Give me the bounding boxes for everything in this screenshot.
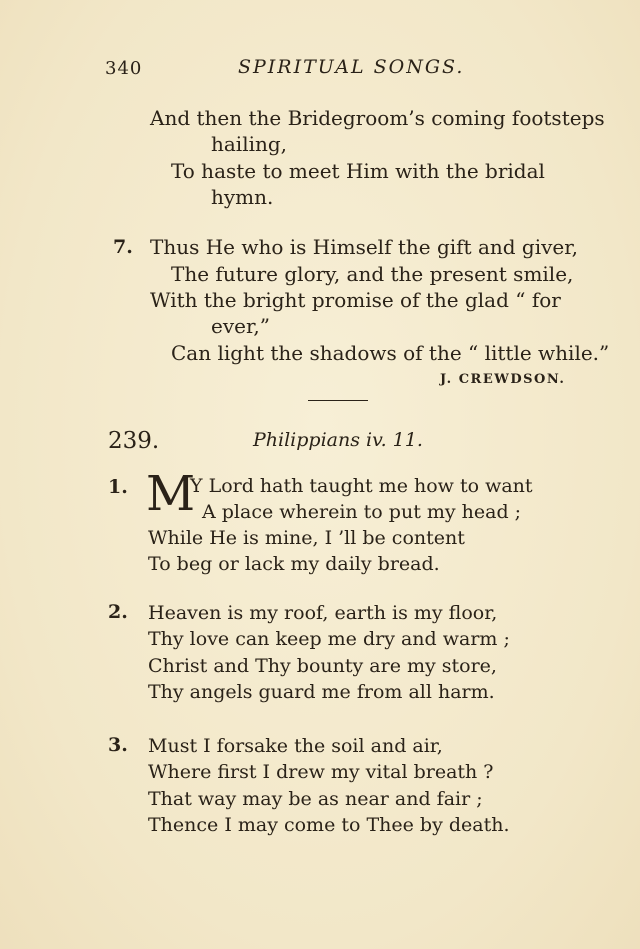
verse-line: Must I forsake the soil and air, [148, 735, 443, 757]
verse-line: Can light the shadows of the “ little while.” [171, 341, 610, 365]
author-signature: J. CREWDSON. [440, 372, 566, 387]
verse-line: While He is mine, I ’ll be content [148, 527, 465, 549]
stanza-number: 3. [108, 734, 128, 756]
verse-line: To beg or lack my daily bread. [148, 553, 440, 575]
stanza-number: 7. [113, 236, 133, 258]
verse-line: And then the Bridegroom’s coming footsteps [150, 106, 605, 130]
verse-line: hymn. [211, 185, 274, 209]
scripture-reference: Philippians iv. 11. [253, 429, 423, 451]
hymn-number: 239. [108, 428, 160, 454]
verse-line: With the bright promise of the glad “ for [150, 288, 561, 312]
verse-line: Thy angels guard me from all harm. [148, 681, 495, 703]
page-number: 340 [105, 58, 143, 79]
verse-line: Where first I drew my vital breath ? [148, 761, 494, 783]
section-divider [308, 400, 368, 401]
verse-line: Thence I may come to Thee by death. [148, 814, 510, 836]
verse-line: Y Lord hath taught me how to want [190, 475, 533, 497]
running-title: SPIRITUAL SONGS. [238, 56, 465, 78]
verse-line: ever,” [211, 314, 270, 338]
verse-line: hailing, [211, 132, 288, 156]
stanza-number: 2. [108, 601, 128, 623]
verse-line: Christ and Thy bounty are my store, [148, 655, 497, 677]
verse-line: The future glory, and the present smile, [171, 262, 574, 286]
verse-line: A place wherein to put my head ; [202, 501, 522, 523]
verse-line: Heaven is my roof, earth is my floor, [148, 602, 498, 624]
verse-line: That way may be as near and fair ; [148, 788, 483, 810]
verse-line: Thy love can keep me dry and warm ; [148, 628, 510, 650]
verse-line: Thus He who is Himself the gift and giver, [150, 235, 578, 259]
verse-line: To haste to meet Him with the bridal [171, 159, 545, 183]
stanza-number: 1. [108, 476, 128, 498]
drop-cap: M [146, 466, 196, 522]
